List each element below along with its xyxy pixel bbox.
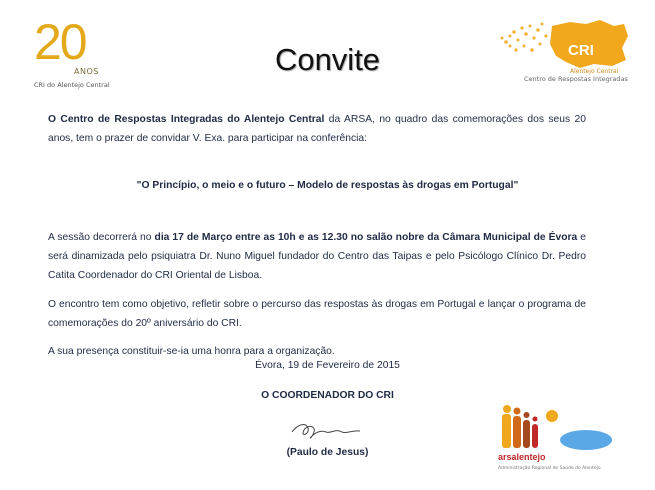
- date-line: Évora, 19 de Fevereiro de 2015: [255, 360, 400, 371]
- ars-figures-icon: [498, 402, 616, 454]
- page-title: Convite: [274, 42, 381, 77]
- session-lead: A sessão decorrerá no: [48, 232, 155, 243]
- closing-paragraph: A sua presença constituir-se-ia uma honra para a organização.: [48, 346, 335, 357]
- logo-anos-label: ANOS: [74, 67, 99, 76]
- cri-logo-text: CRI: [568, 42, 594, 59]
- ars-alentejo-logo: [498, 402, 616, 482]
- ars-logo-text: arsalentejo: [498, 452, 546, 462]
- conference-title: "O Princípio, o meio e o futuro – Modelo de respostas às drogas em Portugal": [136, 180, 519, 191]
- intro-paragraph: [48, 110, 586, 148]
- session-bold: dia 17 de Março entre as 10h e as 12.30 no salão nobre da Câmara Municipal de Évora: [154, 232, 578, 243]
- intro-bold-lead: O Centro de Respostas Integradas do Alentejo Central: [48, 114, 325, 125]
- logo-subtitle: CRI do Alentejo Central: [34, 81, 110, 89]
- ars-logo-subtitle: Administração Regional de Saúde do Alentejo: [498, 466, 601, 471]
- cri-logo-fullname: Centro de Respostas Integradas: [524, 75, 628, 83]
- intro-rest: da ARSA, no quadro das comemorações dos seus 20 anos, tem o prazer de convidar V. Exa. para participar na conferência:: [48, 114, 586, 144]
- session-paragraph: [48, 228, 586, 285]
- cri-logo-region: Alentejo Central: [570, 68, 619, 75]
- logo-20-number: 20: [34, 14, 86, 70]
- session-rest: e será dinamizada pelo psiquiatra Dr. Nuno Miguel fundador do Centro das Taipas e pelo Psicólogo Clínico Dr. Pedro Catita Coordenador do CRI Oriental de Lisboa.: [48, 232, 587, 281]
- objective-paragraph: O encontro tem como objetivo, refletir sobre o percurso das respostas às drogas em Portugal e lançar o programa de comemorações do 20º aniversário do CRI.: [48, 299, 586, 329]
- coordinator-title: O COORDENADOR DO CRI: [261, 390, 394, 401]
- coordinator-name: (Paulo de Jesus): [286, 447, 369, 458]
- handwritten-signature: [286, 418, 370, 442]
